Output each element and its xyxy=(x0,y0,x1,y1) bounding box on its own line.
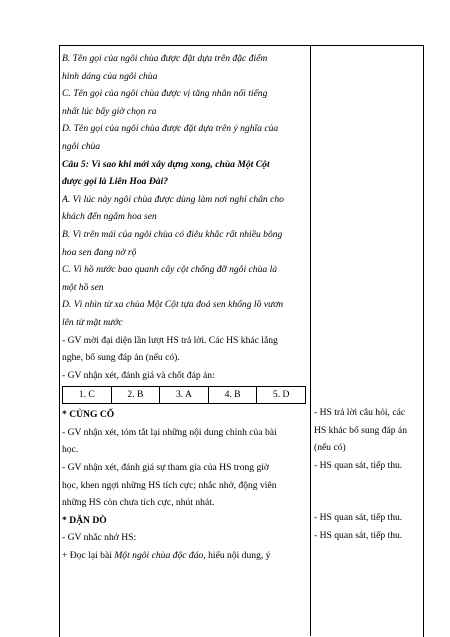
gv-invites-line2: nghe, bổ sung đáp án (nếu có). xyxy=(62,352,180,364)
question-5-line1: Câu 5: Vì sao khi mới xây dựng xong, chùa Một Cột xyxy=(62,158,270,170)
section-heading-cung-co: * CỦNG CỐ xyxy=(62,409,115,421)
teacher-activities-column xyxy=(62,50,306,565)
option-b-q5-line2: hoa sen đang nở rộ xyxy=(62,246,137,258)
lesson-title: Một ngôi chùa độc đáo xyxy=(114,550,204,562)
spacer xyxy=(314,474,419,509)
student-observe-1: - HS quan sát, tiếp thu. xyxy=(314,459,403,471)
option-b-q5-line1: B. Vì trên mái của ngôi chùa có điêu khắc rất nhiều bông xyxy=(62,228,283,240)
answer-cell: 2. B xyxy=(111,387,160,403)
reminder-item xyxy=(62,547,306,565)
column-divider xyxy=(310,45,311,636)
reminder-intro: - GV nhắc nhở HS: xyxy=(62,532,137,544)
section-heading-dan-do: * DẶN DÒ xyxy=(62,514,107,526)
student-observe-2: - HS quan sát, tiếp thu. xyxy=(314,512,403,524)
reminder-suffix: , hiểu nội dung, ý xyxy=(203,550,271,562)
option-d-q4-line1: D. Tên gọi của ngôi chùa được đặt dựa trên ý nghĩa của xyxy=(62,123,279,135)
option-c-q5-line2: một hồ sen xyxy=(62,281,104,293)
option-c-q4-line2: nhất lúc bấy giờ chọn ra xyxy=(62,105,157,117)
gv-invites-line1: - GV mời đại diện lần lượt HS trả lời. Các HS khác lắng xyxy=(62,334,278,346)
summary-line2: học. xyxy=(62,444,79,456)
option-d-q5-line2: lên từ mặt nước xyxy=(62,316,123,328)
option-a-q5-line2: khách đến ngắm hoa sen xyxy=(62,211,157,223)
student-observe-3: - HS quan sát, tiếp thu. xyxy=(314,529,403,541)
option-b-q4-line1: B. Tên gọi của ngôi chùa được đặt dựa trên đặc điểm xyxy=(62,53,268,64)
student-response-line1: - HS trả lời câu hỏi, các xyxy=(314,407,406,418)
evaluation-line1: - GV nhận xét, đánh giá sự tham gia của HS trong giờ xyxy=(62,462,269,474)
answer-key-table xyxy=(62,386,306,404)
option-a-q5-line1: A. Vì lúc này ngôi chùa được dùng làm nơi nghỉ chân cho xyxy=(62,193,284,205)
option-c-q5-line1: C. Vì hồ nước bao quanh cây cột chống đỡ ngôi chùa là xyxy=(62,264,278,276)
answer-cell: 5. D xyxy=(256,387,305,403)
option-b-q4-line2: hình dáng của ngôi chùa xyxy=(62,70,158,82)
answer-cell: 3. A xyxy=(159,387,208,403)
evaluation-line2: học, khen ngợi những HS tích cực; nhắc nhở, động viên xyxy=(62,479,277,491)
option-d-q4-line2: ngôi chùa xyxy=(62,140,101,152)
option-d-q5-line1: D. Vì nhìn từ xa chùa Một Cột tựa đoá sen khổng lồ vươn xyxy=(62,299,284,311)
question-5-line2: được gọi là Liên Hoa Đài? xyxy=(62,176,169,188)
option-c-q4-line1: C. Tên gọi của ngôi chùa được vị tăng nhân nổi tiếng xyxy=(62,88,268,100)
student-response-line3: (nếu có) xyxy=(314,442,346,454)
summary-line1: - GV nhận xét, tóm tắt lại những nội dung chính của bài xyxy=(62,426,277,438)
reminder-prefix: + Đọc lại bài xyxy=(62,550,115,562)
student-activities-column xyxy=(314,404,419,545)
evaluation-line3: những HS còn chưa tích cực, nhút nhát. xyxy=(62,497,215,509)
answer-cell: 4. B xyxy=(208,387,257,403)
gv-concludes: - GV nhận xét, đánh giá và chốt đáp án: xyxy=(62,369,215,381)
answer-cell: 1. C xyxy=(78,389,95,401)
student-response-line2: HS khác bổ sung đáp án xyxy=(314,424,407,436)
